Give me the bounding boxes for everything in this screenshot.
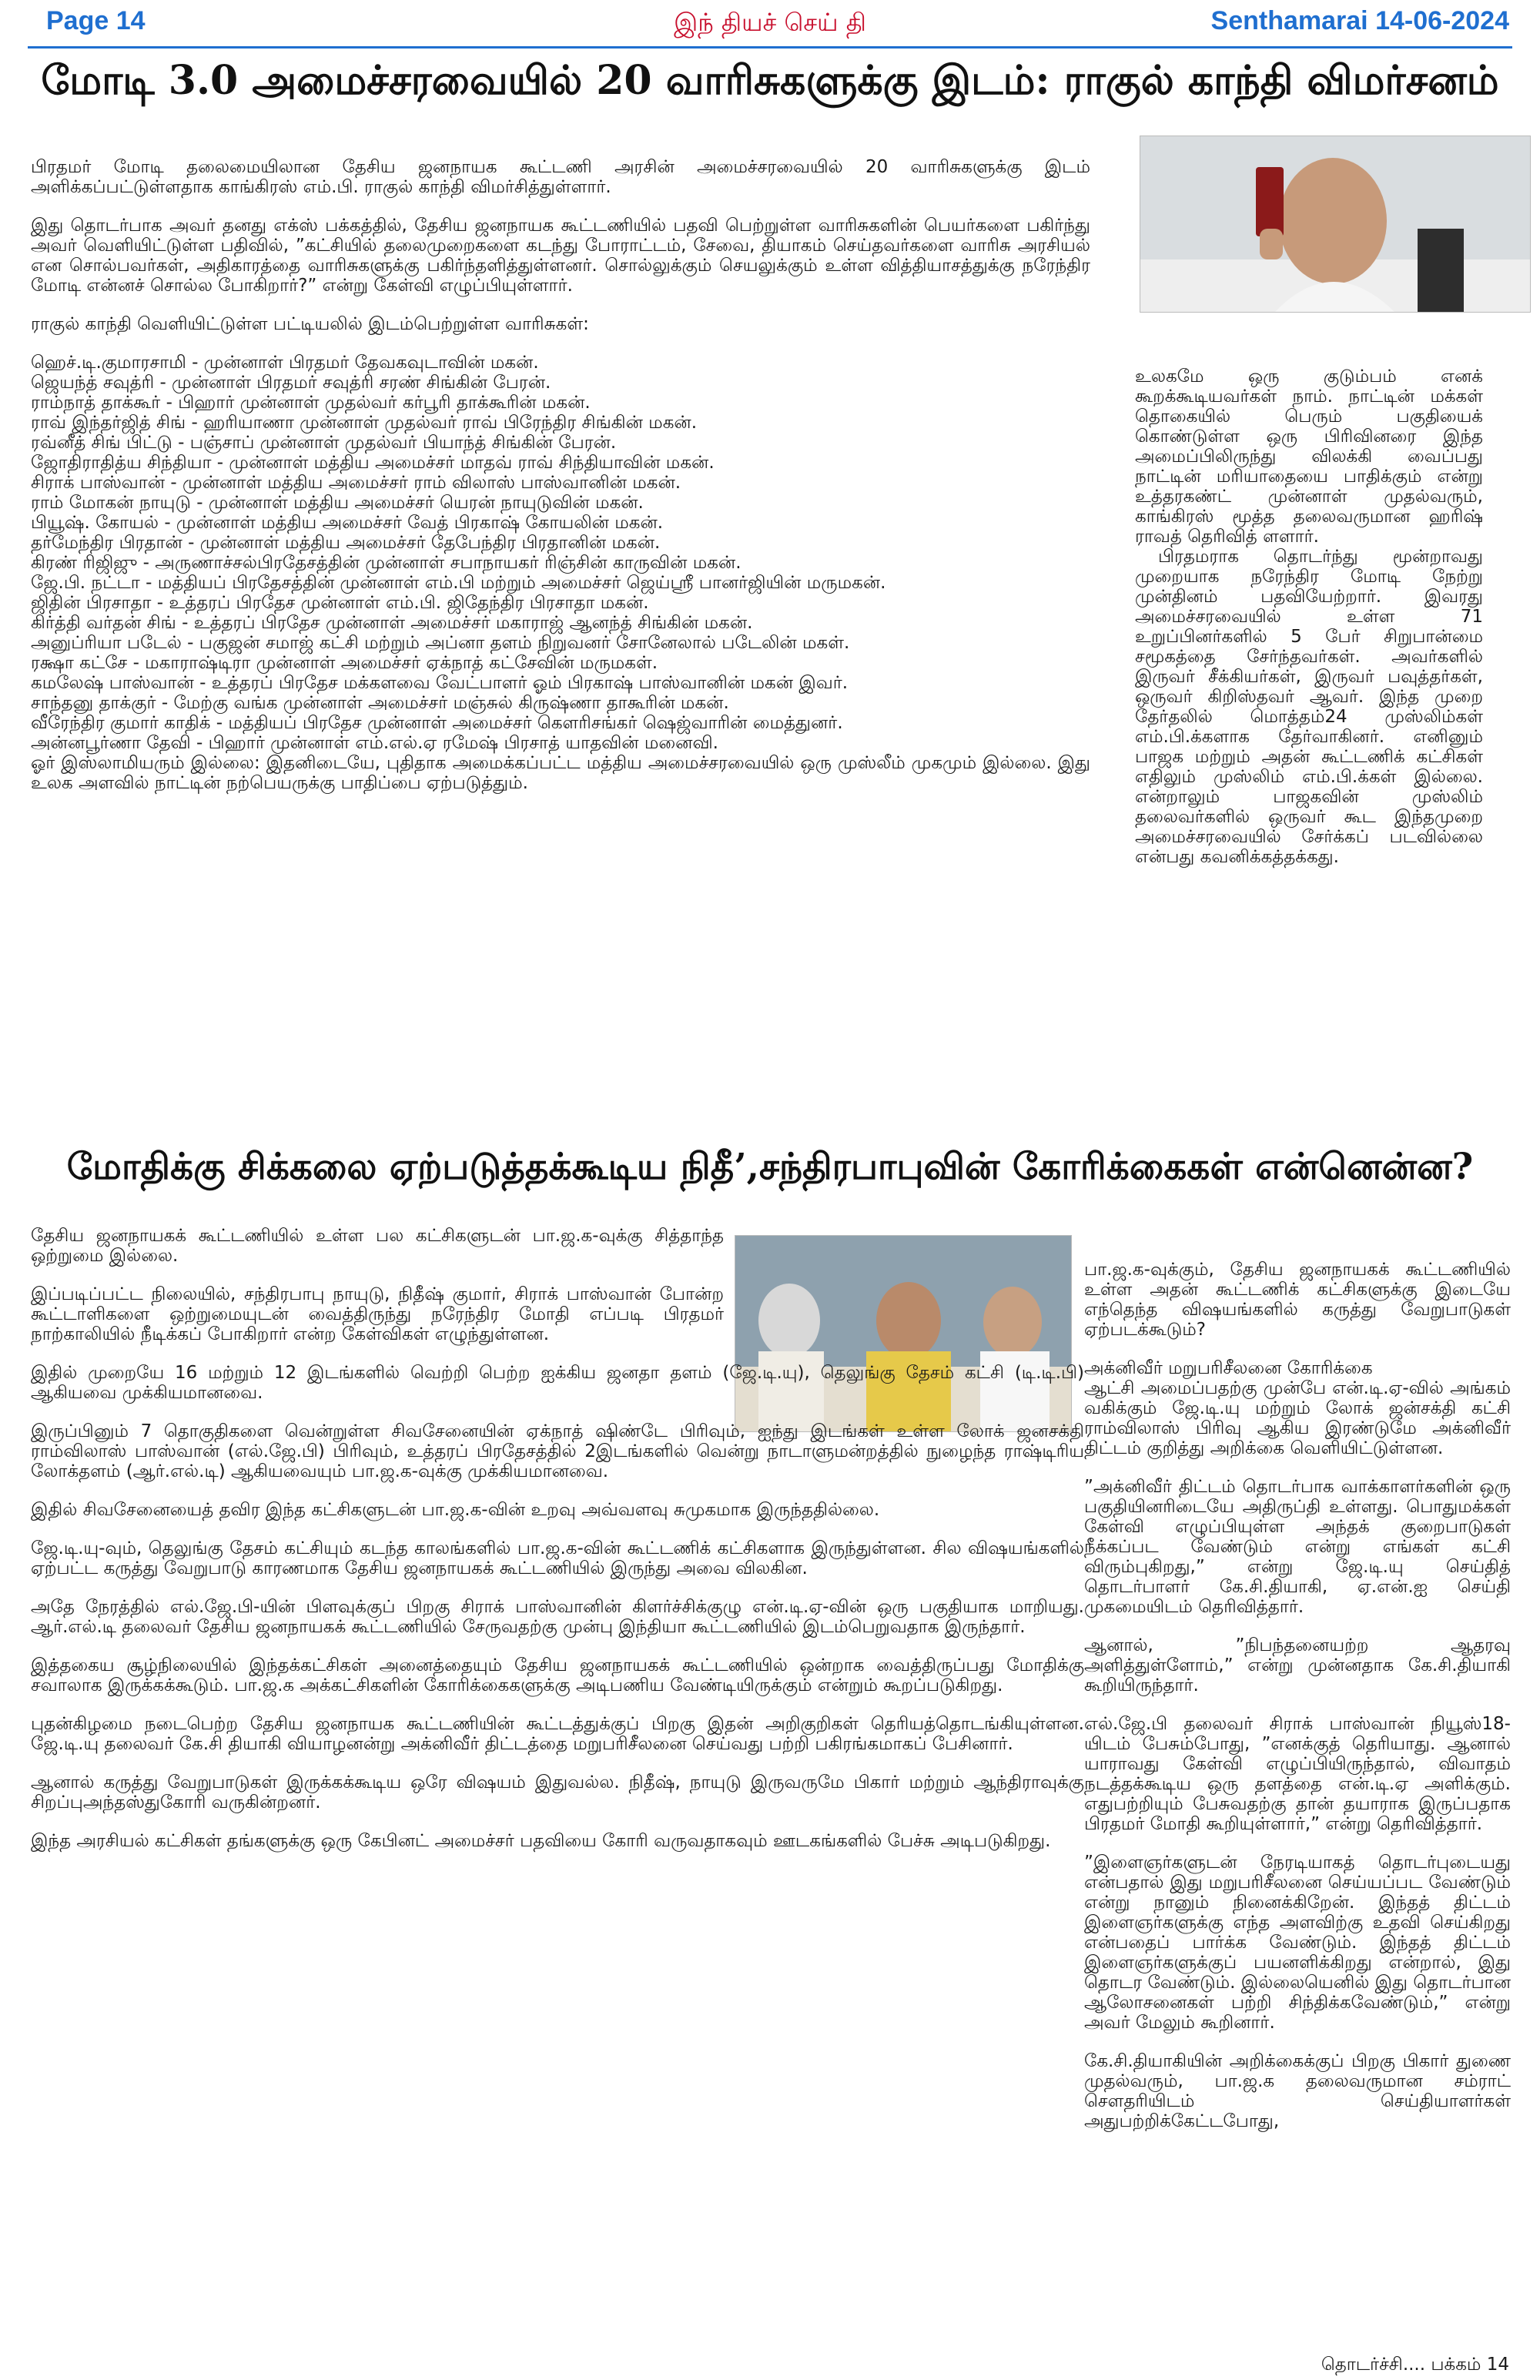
paragraph: பிரதமராக தொடர்ந்து மூன்றாவது முறையாக நரேந்திர மோடி நேற்று முன்தினம் பதவியேற்றார். இவரது அமைச்சரவையில் உள்ள 71 உறுப்பினர்களில் 5 பேர் சிறுபான்மை சமூகத்தை சேர்ந்தவர்கள். அவர்களில் இருவர் சீக்கியர்கள், இருவர் பவுத்தர்கள், ஒருவர் கிறிஸ்தவர் ஆவர். இந்த முறை தேர்தலில் மொத்தம்24 முஸ்லிம்கள் எம்.பி.க்களாக தேர்வாகினர். எனினும் பாஜக மற்றும் அதன் கூட்டணிக் கட்சிகள் எதிலும் முஸ்லிம் எம்.பி.க்கள் இல்லை. என்றாலும் பாஜகவின் முஸ்லிம் தலைவர்களில் ஒருவர் கூட இந்தமுறை அமைச்சரவையில் சேர்க்கப் படவில்லை என்பது கவனிக்கத்தக்கது.: [1135, 547, 1483, 867]
paragraph: ஜே.டி.யு-வும், தெலுங்கு தேசம் கட்சியும் கடந்த காலங்களில் பா.ஜ.க-வின் கூட்டணிக் கட்சிகளாக இருந்துள்ளன. சில விஷயங்களில் ஏற்பட்ட கருத்து வேறுபாடு காரணமாக தேசிய ஜனநாயகக் கூட்டணியில் இருந்து அவை விலகின.: [31, 1538, 1084, 1578]
article1-body: [31, 157, 1090, 793]
paragraph: உலகமே ஒரு குடும்பம் எனக் கூறக்கூடியவர்கள் நாம். நாட்டின் மக்கள் தொகையில் பெரும் பகுதியைக் கொண்டுள்ள ஒரு பிரிவினரை இந்த அமைப்பிலிருந்து விலக்கி வைப்பது நாட்டின் மரியாதையை பாதிக்கும் என்று உத்தரகண்ட் முன்னாள் முதல்வரும், காங்கிரஸ் மூத்த தலைவருமான ஹரிஷ் ராவத் தெரிவித் ளளார்.: [1135, 367, 1483, 547]
paragraph: இந்த அரசியல் கட்சிகள் தங்களுக்கு ஒரு கேபினட் அமைச்சர் பதவியை கோரி வருவதாகவும் ஊடகங்களில் பேச்சு அடிபடுகிறது.: [31, 1831, 1051, 1851]
paragraph: இதில் சிவசேனையைத் தவிர இந்த கட்சிகளுடன் பா.ஜ.க-வின் உறவு அவ்வளவு சுமுகமாக இருந்ததில்லை.: [31, 1500, 880, 1520]
paragraph: இப்படிப்பட்ட நிலையில், சந்திரபாபு நாயுடு, நிதீஷ் குமார், சிராக் பாஸ்வான் போன்ற கூட்டாளிகளை ஒற்றுமையுடன் வைத்திருந்து நரேந்திர மோதி எப்படி பிரதமர் நாற்காலியில் நீடிக்கப் போகிறார் என்ற கேள்விகள் எழுந்துள்ளன.: [31, 1284, 724, 1344]
paragraph: ராகுல் காந்தி வெளியிட்டுள்ள பட்டியலில் இடம்பெற்றுள்ள வாரிசுகள்:: [31, 314, 589, 334]
dynasty-list: [31, 353, 1090, 793]
list-item: ஜிதின் பிரசாதா - உத்தரப் பிரதேச முன்னாள் எம்.பி. ஜிதேந்திர பிரசாதா மகன்.: [31, 593, 649, 613]
rahul-gandhi-photo: [1140, 136, 1531, 313]
paragraph: இது தொடர்பாக அவர் தனது எக்ஸ் பக்கத்தில், தேசிய ஜனநாயக கூட்டணியில் பதவி பெற்றுள்ள வாரிசுகளின் பெயர்களை பகிர்ந்து அவர் வெளியிட்டுள்ள பதிவில், ”கட்சியில் தலைமுறைகளை கடந்து போராட்டம், சேவை, தியாகம் செய்தவர்களை வாரிசு அரசியல் என சொல்பவர்கள், அதிகாரத்தை வாரிசுகளுக்கு பகிர்ந்தளித்துள்ளனர். சொல்லுக்கும் செயலுக்கும் உள்ள வித்தியாசத்துக்கு நரேந்திர மோடி என்னச் சொல்ல போகிறார்?” என்று கேள்வி எழுப்பியுள்ளார்.: [31, 216, 1090, 296]
article2-right-column: [1084, 1260, 1511, 2150]
list-item: ஓர் இஸ்லாமியரும் இல்லை: இதனிடையே, புதிதாக அமைக்கப்பட்ட மத்திய அமைச்சரவையில் ஒரு முஸ்லீம் முகமும் இல்லை. இது உலக அளவில் நாட்டின் நற்பெயருக்கு பாதிப்பை ஏற்படுத்தும்.: [31, 753, 1090, 793]
paragraph: ஆனால் கருத்து வேறுபாடுகள் இருக்கக்கூடிய ஒரே விஷயம் இதுவல்ல. நிதீஷ், நாயுடு இருவருமே பிகார் மற்றும் ஆந்திராவுக்கு சிறப்புஅந்தஸ்துகோரி வருகின்றனர்.: [31, 1772, 1084, 1813]
list-item: ஹெச்.டி.குமாரசாமி - முன்னாள் பிரதமர் தேவகவுடாவின் மகன்.: [31, 353, 539, 373]
list-item: சிராக் பாஸ்வான் - முன்னாள் மத்திய அமைச்சர் ராம் விலாஸ் பாஸ்வானின் மகன்.: [31, 473, 681, 493]
article1-headline: மோடி 3.0 அமைச்சரவையில் 20 வாரிசுகளுக்கு இடம்: ராகுல் காந்தி விமர்சனம்: [41, 57, 1499, 104]
subheading: அக்னிவீர் மறுபரிசீலனை கோரிக்கை: [1084, 1358, 1373, 1378]
list-item: ராம் மோகன் நாயுடு - முன்னாள் மத்திய அமைச்சர் யெரன் நாயுடுவின் மகன்.: [31, 493, 644, 513]
list-item: கிர்த்தி வர்தன் சிங் - உத்தரப் பிரதேச முன்னாள் அமைச்சர் மகாராஜ் ஆனந்த் சிங்கின் மகன்.: [31, 613, 753, 633]
paragraph: ஆட்சி அமைப்பதற்கு முன்பே என்.டி.ஏ-வில் அங்கம் வகிக்கும் ஜே.டி.யு மற்றும் லோக் ஜன்சக்தி கட்சி ராம்விலாஸ் பிரிவு ஆகிய இரண்டுமே அக்னிவீர் திட்டம் குறித்து அறிக்கை வெளியிட்டுள்ளன.: [1084, 1378, 1511, 1458]
list-item: கமலேஷ் பாஸ்வான் - உத்தரப் பிரதேச மக்களவை வேட்பாளர் ஓம் பிரகாஷ் பாஸ்வானின் மகன் இவர்.: [31, 673, 849, 693]
article1-right-column: [1135, 367, 1483, 867]
paragraph: புதன்கிழமை நடைபெற்ற தேசிய ஜனநாயக கூட்டணியின் கூட்டத்துக்குப் பிறகு இதன் அறிகுறிகள் தெரியத்தொடங்கியுள்ளன. ஜே.டி.யு தலைவர் கே.சி தியாகி வியாழனன்று அக்னிவீர் திட்டத்தை மறுபரிசீலனை செய்வது பற்றி பகிரங்கமாகப் பேசினார்.: [31, 1714, 1084, 1754]
paragraph: தேசிய ஜனநாயகக் கூட்டணியில் உள்ள பல கட்சிகளுடன் பா.ஜ.க-வுக்கு சித்தாந்த ஒற்றுமை இல்லை.: [31, 1226, 724, 1266]
list-item: அன்னபூர்ணா தேவி - பிஹார் முன்னாள் எம்.எல்.ஏ ரமேஷ் பிரசாத் யாதவின் மனைவி.: [31, 733, 718, 753]
list-item: பியூஷ். கோயல் - முன்னாள் மத்திய அமைச்சர் வேத் பிரகாஷ் கோயலின் மகன்.: [31, 513, 664, 533]
paragraph: ஆனால், ”நிபந்தனையற்ற ஆதரவு அளித்துள்ளோம்,” என்று முன்னதாக கே.சி.தியாகி கூறியிருந்தார்.: [1084, 1635, 1511, 1695]
list-item: வீரேந்திர குமார் காதிக் - மத்தியப் பிரதேச முன்னாள் அமைச்சர் கௌரிசங்கர் ஷெஜ்வாரின் மைத்துனர்.: [31, 713, 843, 733]
list-item: சாந்தனு தாக்குர் - மேற்கு வங்க முன்னாள் அமைச்சர் மஞ்சுல் கிருஷ்ணா தாகூரின் மகன்.: [31, 693, 729, 713]
paragraph: எல்.ஜே.பி தலைவர் சிராக் பாஸ்வான் நியூஸ்18-யிடம் பேசும்போது, ”எனக்குத் தெரியாது. ஆனால் யாராவது கேள்வி எழுப்பியிருந்தால், விவாதம் நடத்தக்கூடிய ஒரு தளத்தை என்.டி.ஏ அளிக்கும். எதுபற்றியும் பேசுவதற்கு தான் தயாராக இருப்பதாக பிரதமர் மோதி கூறியுள்ளார்,” என்று தெரிவித்தார்.: [1084, 1714, 1511, 1834]
page-header: [0, 0, 1540, 51]
list-item: ஜே.பி. நட்டா - மத்தியப் பிரதேசத்தின் முன்னாள் எம்.பி மற்றும் அமைச்சர் ஜெய்ஸ்ரீ பானர்ஜியின் மருமகன்.: [31, 573, 886, 593]
list-item: ஜோதிராதித்ய சிந்தியா - முன்னாள் மத்திய அமைச்சர் மாதவ் ராவ் சிந்தியாவின் மகன்.: [31, 453, 715, 473]
paragraph: ”இளைஞர்களுடன் நேரடியாகத் தொடர்புடையது என்பதால் இது மறுபரிசீலனை செய்யப்பட வேண்டும் என்று நானும் நினைக்கிறேன். இந்தத் திட்டம் இளைஞர்களுக்கு எந்த அளவிற்கு உதவி செய்கிறது என்பதைப் பார்க்க வேண்டும். இந்தத் திட்டம் இளைஞர்களுக்குப் பயனளிக்கிறது என்றால், இது தொடர வேண்டும். இல்லையெனில் இது தொடர்பான ஆலோசனைகள் பற்றி சிந்திக்கவேண்டும்,” என்று அவர் மேலும் கூறினார்.: [1084, 1853, 1511, 2033]
paragraph: பா.ஜ.க-வுக்கும், தேசிய ஜனநாயகக் கூட்டணியில் உள்ள அதன் கூட்டணிக் கட்சிகளுக்கு இடையே எந்தெந்த விஷயங்களில் கருத்து வேறுபாடுகள் ஏற்படக்கூடும்?: [1084, 1260, 1511, 1340]
article2-left-column: [31, 1226, 1084, 1870]
paragraph: கே.சி.தியாகியின் அறிக்கைக்குப் பிறகு பிகார் துணை முதல்வரும், பா.ஜ.க தலைவருமான சம்ராட் சௌதரியிடம் செய்தியாளர்கள் அதுபற்றிக்கேட்டபோது,: [1084, 2051, 1511, 2131]
paragraph: இத்தகைய சூழ்நிலையில் இந்தக்கட்சிகள் அனைத்தையும் தேசிய ஜனநாயகக் கூட்டணியில் ஒன்றாக வைத்திருப்பது மோதிக்கு சவாலாக இருக்கக்கூடும். பா.ஜ.க அக்கட்சிகளின் கோரிக்கைகளுக்கு அடிபணிய வேண்டியிருக்கும் என்றும் கூறப்படுகிறது.: [31, 1655, 1084, 1695]
paragraph: இதில் முறையே 16 மற்றும் 12 இடங்களில் வெற்றி பெற்ற ஐக்கிய ஜனதா தளம் (ஜே.டி.யு), தெலுங்கு தேசம் கட்சி (டி.டி.பி) ஆகியவை முக்கியமானவை.: [31, 1363, 1084, 1403]
paragraph: ”அக்னிவீர் திட்டம் தொடர்பாக வாக்காளர்களின் ஒரு பகுதியினரிடையே அதிருப்தி உள்ளது. பொதுமக்கள் கேள்வி எழுப்பியுள்ள அந்தக் குறைபாடுகள் நீக்கப்பட வேண்டும் என்று எங்கள் கட்சி விரும்புகிறது,” என்று ஜே.டி.யு செய்தித் தொடர்பாளர் கே.சி.தியாகி, ஏ.என்.ஐ செய்தி முகமையிடம் தெரிவித்தார்.: [1084, 1477, 1511, 1617]
paragraph: பிரதமர் மோடி தலைமையிலான தேசிய ஜனநாயக கூட்டணி அரசின் அமைச்சரவையில் 20 வாரிசுகளுக்கு இடம் அளிக்கப்பட்டுள்ளதாக காங்கிரஸ் எம்.பி. ராகுல் காந்தி விமர்சித்துள்ளார்.: [31, 157, 1090, 197]
list-item: ராம்நாத் தாக்கூர் - பிஹார் முன்னாள் முதல்வர் கர்பூரி தாக்கூரின் மகன்.: [31, 393, 591, 413]
list-item: கிரண் ரிஜிஜு - அருணாச்சல்பிரதேசத்தின் முன்னாள் சபாநாயகர் ரிஞ்சின் காருவின் மகன்.: [31, 553, 742, 573]
list-item: அனுப்ரியா படேல் - பகுஜன் சமாஜ் கட்சி மற்றும் அப்னா தளம் நிறுவனர் சோனேலால் படேலின் மகள்.: [31, 633, 850, 653]
list-item: ராவ் இந்தர்ஜித் சிங் - ஹரியாணா முன்னாள் முதல்வர் ராவ் பிரேந்திர சிங்கின் மகன்.: [31, 413, 698, 433]
header-divider: [28, 46, 1512, 49]
paragraph: இருப்பினும் 7 தொகுதிகளை வென்றுள்ள சிவசேனையின் ஏக்நாத் ஷிண்டே பிரிவும், ஐந்து இடங்கள் உள்ள லோக் ஜனசக்தி ராம்விலாஸ் பாஸ்வான் (எல்.ஜே.பி) பிரிவும், உத்தரப் பிரதேசத்தில் 2இடங்களில் வென்று நாடாளுமன்றத்தில் நுழைந்த ராஷ்டிரிய லோக்தளம் (ஆர்.எல்.டி) ஆகியவையும் பா.ஜ.க-வுக்கு முக்கியமானவை.: [31, 1421, 1084, 1481]
continued-note: தொடர்ச்சி.... பக்கம் 14: [1321, 2355, 1509, 2375]
section-name: இந் தியச் செய் தி: [674, 8, 866, 37]
article2-headline: மோதிக்கு சிக்கலை ஏற்படுத்தக்கூடிய நிதீ’,சந்திரபாபுவின் கோரிக்கைகள் என்னென்ன?: [66, 1146, 1474, 1188]
list-item: தர்மேந்திர பிரதான் - முன்னாள் மத்திய அமைச்சர் தேபேந்திர பிரதானின் மகன்.: [31, 533, 661, 553]
list-item: ரவ்னீத் சிங் பிட்டு - பஞ்சாப் முன்னாள் முதல்வர் பியாந்த் சிங்கின் பேரன்.: [31, 433, 617, 453]
paragraph: அதே நேரத்தில் எல்.ஜே.பி-யின் பிளவுக்குப் பிறகு சிராக் பாஸ்வானின் கிளர்ச்சிக்குழு என்.டி.ஏ-வின் ஒரு பகுதியாக மாறியது. ஆர்.எல்.டி தலைவர் தேசிய ஜனநாயகக் கூட்டணியில் சேருவதற்கு முன்பு இந்தியா கூட்டணியில் இடம்பெறுவதாக இருந்தார்.: [31, 1597, 1084, 1637]
list-item: ஜெயந்த் சவுத்ரி - முன்னாள் பிரதமர் சவுத்ரி சரண் சிங்கின் பேரன்.: [31, 373, 551, 393]
page-number: Page 14: [46, 6, 146, 35]
publication-date: Senthamarai 14-06-2024: [1210, 6, 1509, 35]
list-item: ரக்ஷா கட்சே - மகாராஷ்டிரா முன்னாள் அமைச்சர் ஏக்நாத் கட்சேவின் மருமகள்.: [31, 653, 658, 673]
